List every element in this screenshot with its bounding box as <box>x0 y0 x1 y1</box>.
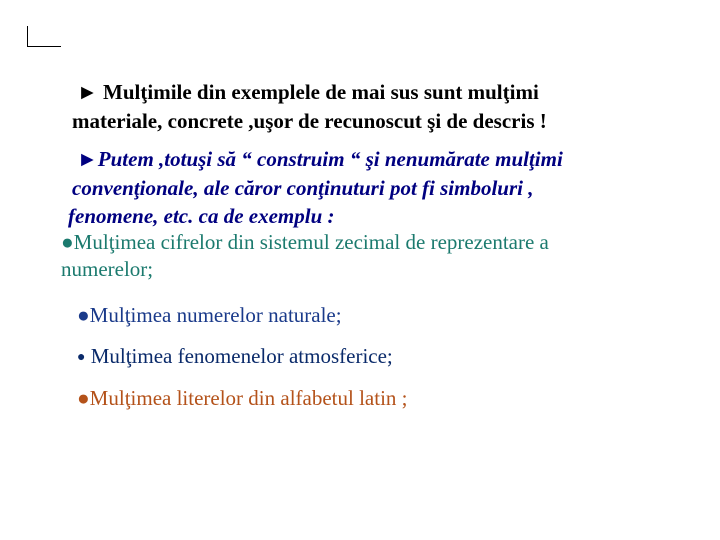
paragraph-2-line-2: convenţionale, ale căror conţinuturi pot fi simboluri , <box>72 176 534 200</box>
bullet-weather-phenomena <box>77 344 393 369</box>
bullet-dot: ● <box>77 350 86 365</box>
paragraph-1-line-2: materiale, concrete ,uşor de recunoscut şi de descris ! <box>72 109 547 133</box>
corner-mark <box>27 26 61 47</box>
paragraph-2-line-3: fenomene, etc. ca de exemplu : <box>68 204 335 228</box>
bullet-weather-text: Mulţimea fenomenelor atmosferice; <box>90 344 393 368</box>
bullet-digits-line-2: numerelor; <box>61 257 154 281</box>
bullet-digits-line-1: ●Mulţimea cifrelor din sistemul zecimal de reprezentare a <box>61 230 549 254</box>
paragraph-1-line-1: ► Mulţimile din exemplele de mai sus sunt mulţimi <box>77 80 539 104</box>
bullet-natural-numbers: ●Mulţimea numerelor naturale; <box>77 303 342 327</box>
bullet-latin-letters: ●Mulţimea literelor din alfabetul latin ; <box>77 386 408 410</box>
paragraph-2-line-1: ►Putem ,totuşi să “ construim “ şi nenumărate mulţimi <box>77 147 563 171</box>
